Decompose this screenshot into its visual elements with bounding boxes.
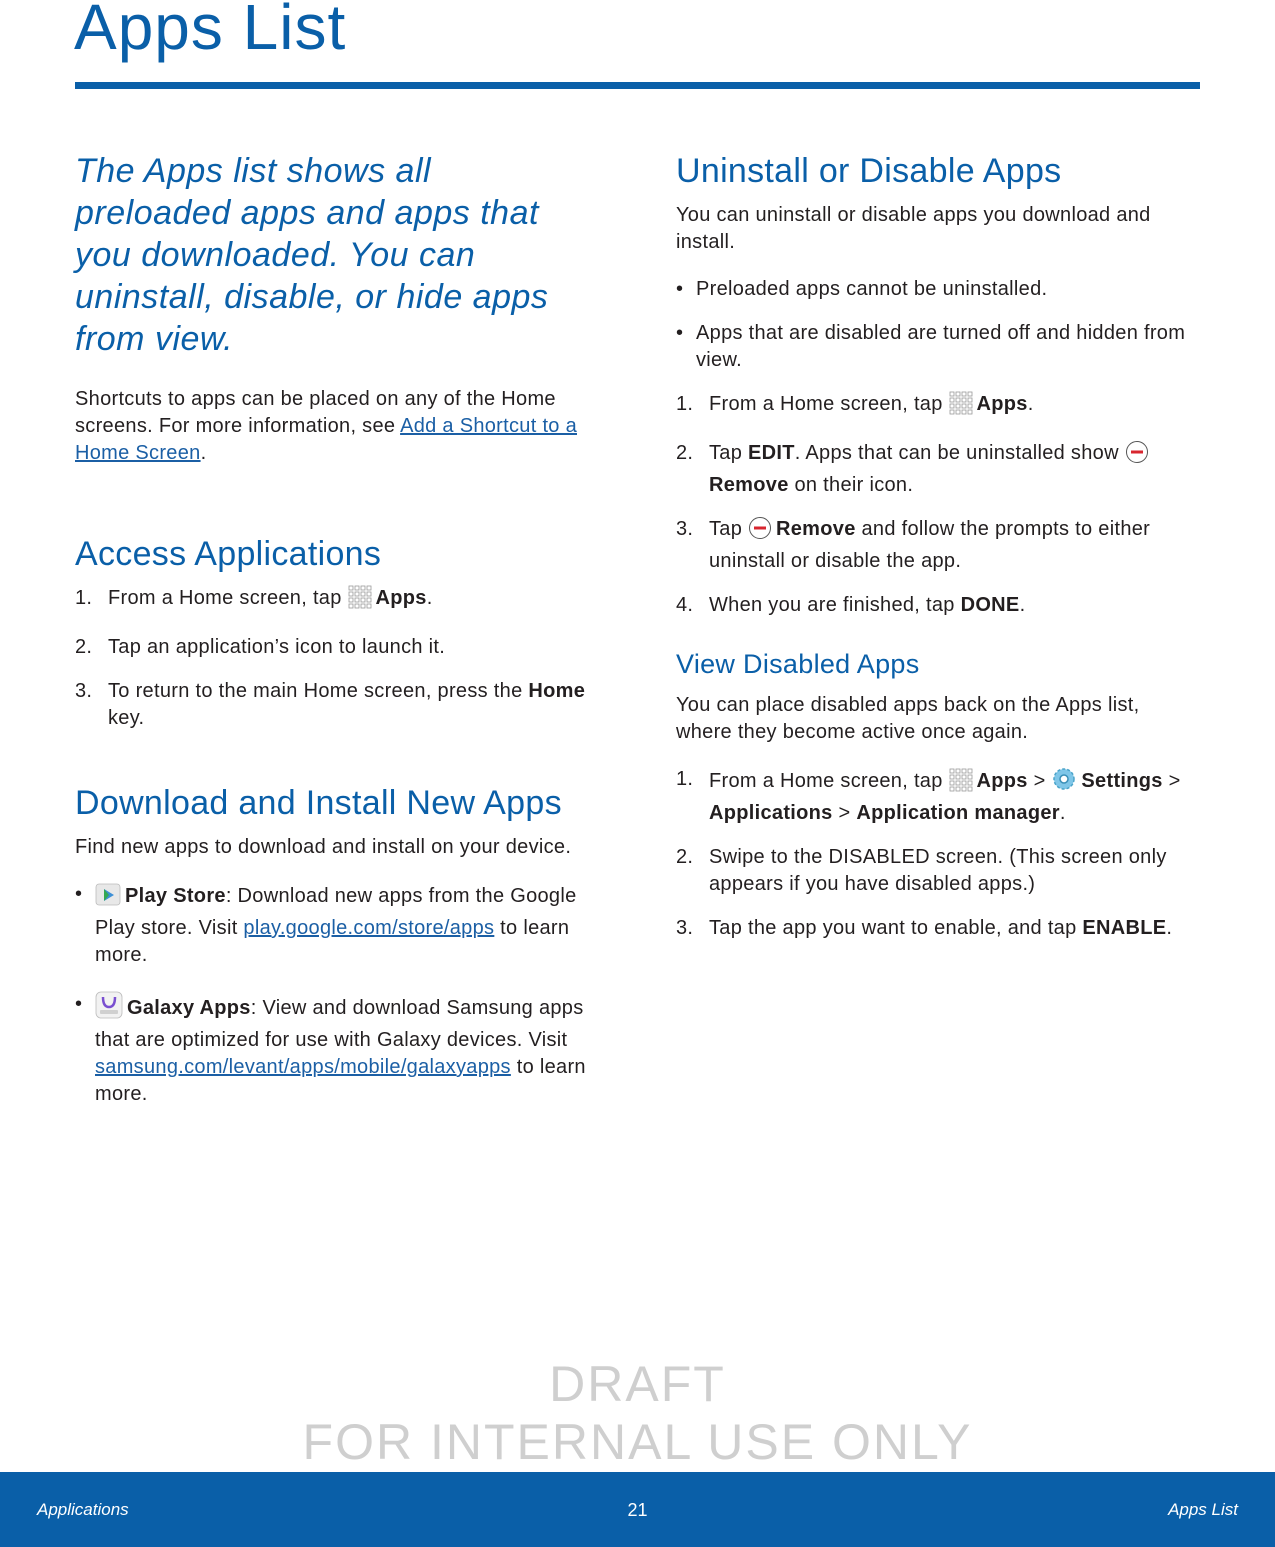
left-column	[75, 150, 595, 1125]
disabled-intro: You can place disabled apps back on the Apps list, where they become active once again.	[676, 694, 1140, 743]
list-item: 1. From a Home screen, tap Apps > Settings > Applications > Application manager.	[676, 768, 1181, 824]
shortcut-link[interactable]: Add a Shortcut to a Home Screen	[75, 415, 577, 464]
list-item: 2. Tap an application’s icon to launch it.	[75, 636, 446, 658]
uninstall-steps	[676, 391, 1201, 619]
list-item: 1. From a Home screen, tap Apps.	[676, 391, 1201, 423]
list-item: • Play Store: Download new apps from the Google Play store. Visit play.google.com/store/apps to learn more.	[75, 881, 595, 969]
list-item: • Apps that are disabled are turned off and hidden from view.	[676, 320, 1201, 374]
store-list	[75, 881, 595, 1108]
list-item: 3. To return to the main Home screen, press the Home key.	[75, 680, 586, 729]
apps-grid-icon	[348, 585, 372, 617]
list-item: • Preloaded apps cannot be uninstalled.	[676, 276, 1201, 303]
shortcut-paragraph: Shortcuts to apps can be placed on any of the Home screens. For more information, see Add a Shortcut to a Home Screen.	[75, 388, 577, 464]
list-item: 1. From a Home screen, tap Apps.	[75, 585, 595, 617]
apps-grid-icon	[949, 391, 973, 423]
galaxy-apps-link[interactable]: samsung.com/levant/apps/mobile/galaxyapps	[95, 1056, 511, 1078]
list-item: • Galaxy Apps: View and download Samsung apps that are optimized for use with Galaxy devices. Visit samsung.com/levant/apps/mobile/galaxyapps to learn more.	[75, 991, 595, 1108]
list-item: 4. When you are finished, tap DONE.	[676, 594, 1026, 616]
disabled-heading: View Disabled Apps	[676, 649, 920, 679]
access-heading: Access Applications	[75, 535, 382, 573]
list-item: 2. Tap EDIT. Apps that can be uninstalled show Remove on their icon.	[676, 440, 1201, 499]
uninstall-heading: Uninstall or Disable Apps	[676, 152, 1062, 190]
page-number: 21	[627, 1500, 648, 1520]
right-column	[676, 150, 1201, 959]
page-title: Apps List	[74, 0, 347, 63]
list-item: 2. Swipe to the DISABLED screen. (This screen only appears if you have disabled apps.)	[676, 846, 1167, 895]
remove-icon	[748, 516, 772, 548]
title-rule	[75, 82, 1200, 89]
download-heading: Download and Install New Apps	[75, 784, 562, 822]
settings-gear-icon	[1051, 766, 1077, 800]
uninstall-notes	[676, 276, 1201, 374]
footer-section: Applications	[37, 1500, 129, 1519]
uninstall-intro: You can uninstall or disable apps you download and install.	[676, 204, 1151, 253]
play-store-link[interactable]: play.google.com/store/apps	[243, 917, 495, 939]
list-item: 3. Tap the app you want to enable, and tap ENABLE.	[676, 917, 1173, 939]
access-steps	[75, 585, 595, 732]
galaxy-apps-icon	[95, 991, 123, 1027]
intro-text: The Apps list shows all preloaded apps and apps that you downloaded. You can uninstall, disable, or hide apps from view.	[75, 152, 549, 358]
apps-grid-icon	[949, 768, 973, 800]
remove-icon	[1125, 440, 1149, 472]
draft-watermark: DRAFT	[549, 1356, 726, 1412]
download-intro: Find new apps to download and install on your device.	[75, 836, 572, 858]
internal-use-watermark: FOR INTERNAL USE ONLY	[302, 1414, 973, 1470]
list-item: 3. Tap Remove and follow the prompts to either uninstall or disable the app.	[676, 518, 1151, 572]
disabled-steps	[676, 766, 1201, 942]
footer-chapter: Apps List	[1168, 1500, 1238, 1519]
page-footer	[0, 1472, 1275, 1547]
play-store-icon	[95, 881, 121, 915]
